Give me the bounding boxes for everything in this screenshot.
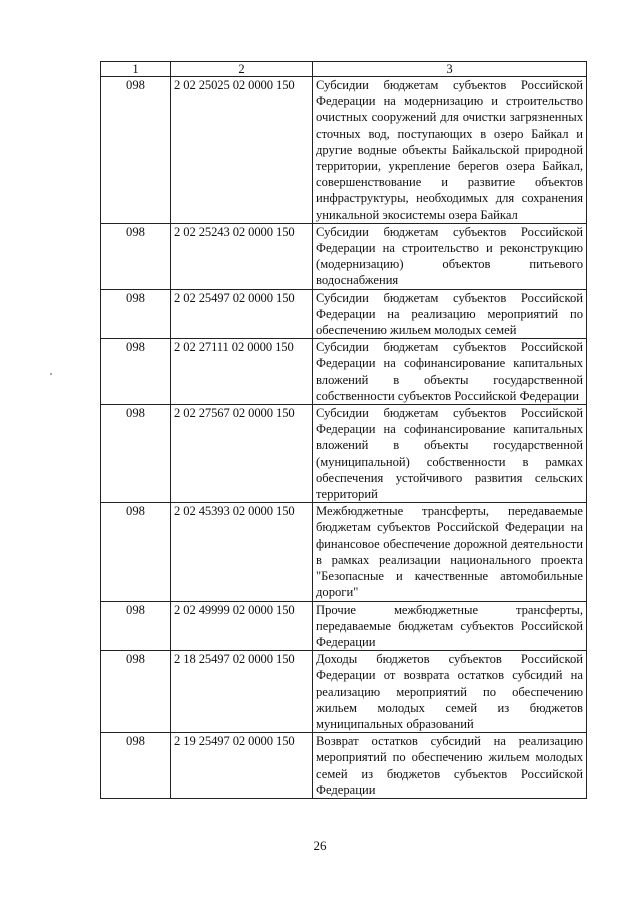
scan-speck: [50, 373, 52, 375]
revenue-name-cell: Субсидии бюджетам субъектов Российской Федерации на модернизацию и строительство очистных сооружений для очистки загрязненных сточных вод, поступающих в озеро Байкал и другие водные объекты Байкальской природной территории, укрепление берегов озера Байкал, совершенствование и развитие объектов инфраструктуры, необходимых для сохранения уникальной экосистемы озера Байкал: [313, 77, 587, 224]
header-col-2: 2: [171, 62, 313, 77]
table-row: [101, 223, 587, 289]
revenue-code-cell: 2 02 25243 02 0000 150: [171, 223, 313, 289]
admin-code-cell: 098: [101, 405, 171, 503]
header-col-3: 3: [313, 62, 587, 77]
table-header-row: [101, 62, 587, 77]
revenue-code-cell: 2 19 25497 02 0000 150: [171, 733, 313, 799]
admin-code-cell: 098: [101, 733, 171, 799]
table-row: [101, 601, 587, 651]
admin-code-cell: 098: [101, 601, 171, 651]
revenue-name-cell: Субсидии бюджетам субъектов Российской Федерации на строительство и реконструкцию (модернизацию) объектов питьевого водоснабжения: [313, 223, 587, 289]
revenue-name-cell: Субсидии бюджетам субъектов Российской Федерации на реализацию мероприятий по обеспечению жильем молодых семей: [313, 289, 587, 339]
table-row: [101, 405, 587, 503]
revenue-code-cell: 2 02 49999 02 0000 150: [171, 601, 313, 651]
table-row: [101, 339, 587, 405]
revenue-code-cell: 2 18 25497 02 0000 150: [171, 651, 313, 733]
admin-code-cell: 098: [101, 289, 171, 339]
revenue-name-cell: Межбюджетные трансферты, передаваемые бюджетам субъектов Российской Федерации на финансовое обеспечение дорожной деятельности в рамках реализации национального проекта "Безопасные и качественные автомобильные дороги": [313, 503, 587, 601]
revenue-code-cell: 2 02 25025 02 0000 150: [171, 77, 313, 224]
budget-classification-table: [100, 61, 587, 799]
admin-code-cell: 098: [101, 503, 171, 601]
table-row: [101, 289, 587, 339]
page-number: 26: [313, 838, 327, 853]
revenue-code-cell: 2 02 45393 02 0000 150: [171, 503, 313, 601]
table-row: [101, 77, 587, 224]
header-col-1: 1: [101, 62, 171, 77]
revenue-name-cell: Субсидии бюджетам субъектов Российской Федерации на софинансирование капитальных вложений в объекты государственной собственности субъектов Российской Федерации: [313, 339, 587, 405]
revenue-name-cell: Прочие межбюджетные трансферты, передаваемые бюджетам субъектов Российской Федерации: [313, 601, 587, 651]
admin-code-cell: 098: [101, 651, 171, 733]
revenue-name-cell: Субсидии бюджетам субъектов Российской Федерации на софинансирование капитальных вложений в объекты государственной (муниципальной) собственности в рамках обеспечения устойчивого развития сельских территорий: [313, 405, 587, 503]
revenue-code-cell: 2 02 27111 02 0000 150: [171, 339, 313, 405]
table-row: [101, 651, 587, 733]
revenue-name-cell: Возврат остатков субсидий на реализацию мероприятий по обеспечению жильем молодых семей из бюджетов субъектов Российской Федерации: [313, 733, 587, 799]
admin-code-cell: 098: [101, 223, 171, 289]
revenue-code-cell: 2 02 27567 02 0000 150: [171, 405, 313, 503]
revenue-name-cell: Доходы бюджетов субъектов Российской Федерации от возврата остатков субсидий на реализацию мероприятий по обеспечению жильем молодых семей из бюджетов муниципальных образований: [313, 651, 587, 733]
admin-code-cell: 098: [101, 77, 171, 224]
revenue-code-cell: 2 02 25497 02 0000 150: [171, 289, 313, 339]
table-row: [101, 503, 587, 601]
admin-code-cell: 098: [101, 339, 171, 405]
table-row: [101, 733, 587, 799]
